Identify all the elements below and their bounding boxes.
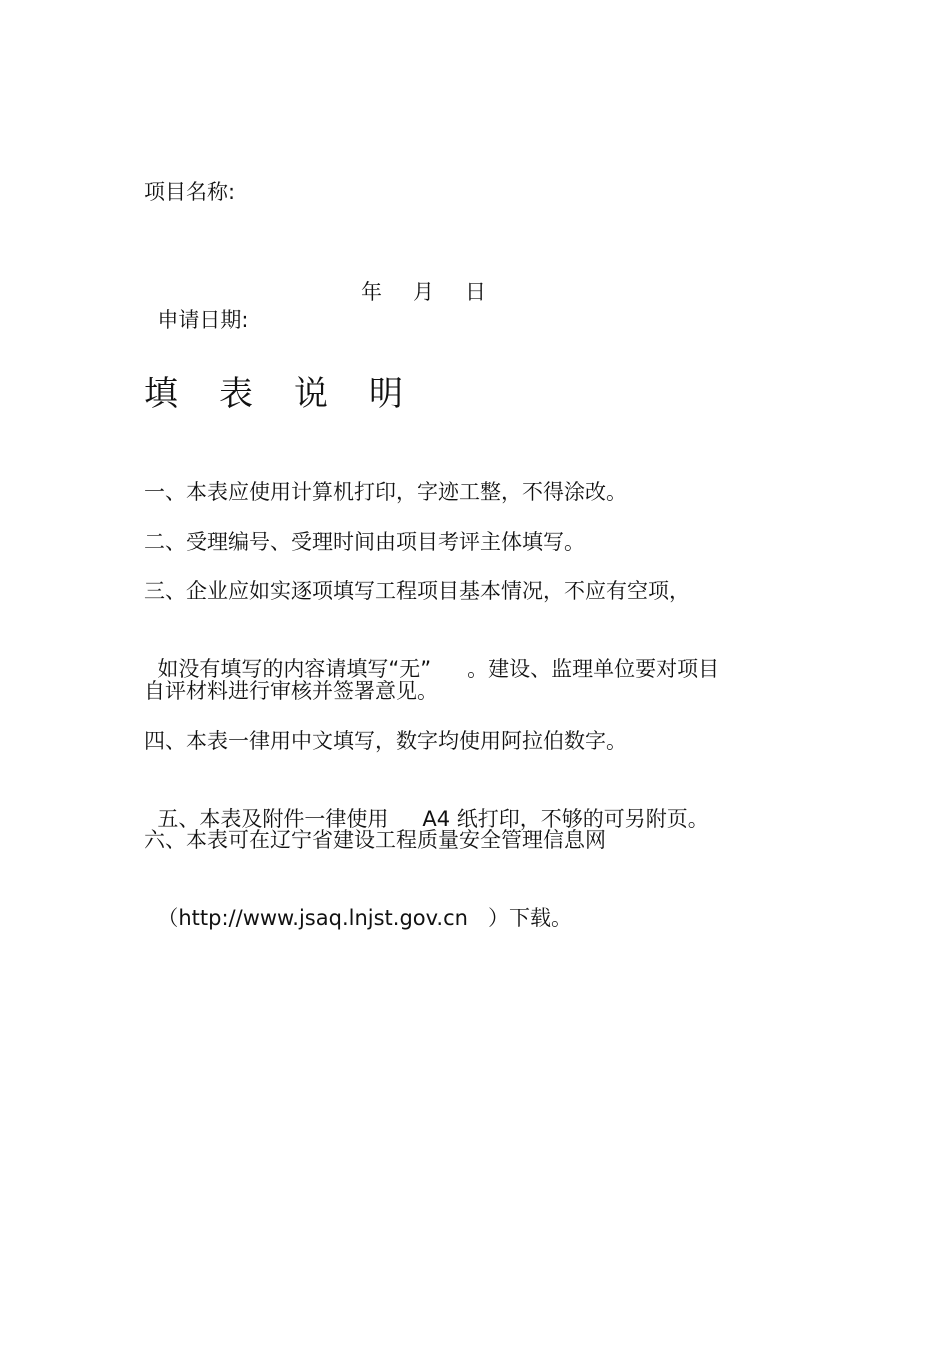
heading-char: 说 bbox=[294, 374, 328, 414]
day-unit: 日 bbox=[465, 280, 486, 304]
apply-date-label: 申请日期: bbox=[157, 308, 249, 332]
project-name-label: 项目名称: bbox=[144, 180, 236, 204]
instruction-item-5-text-b: A4 纸打印，不够的可另附页。 bbox=[422, 807, 709, 831]
heading-char: 填 bbox=[144, 374, 178, 414]
heading-char: 明 bbox=[369, 374, 403, 414]
instruction-item-5 bbox=[144, 777, 709, 833]
download-suffix: ）下载。 bbox=[487, 906, 572, 930]
instruction-item-3: 三、企业应如实逐项填写工程项目基本情况，不应有空项， bbox=[144, 579, 690, 603]
instruction-item-6-continued bbox=[144, 876, 572, 932]
instruction-item-3-text-a: 如没有填写的内容请填写“无” bbox=[157, 657, 432, 681]
instruction-item-5-text-a: 五、本表及附件一律使用 bbox=[157, 807, 389, 831]
month-unit: 月 bbox=[413, 280, 434, 304]
heading-char: 表 bbox=[219, 374, 253, 414]
download-url-text: （http://www.jsaq.lnjst.gov.cn bbox=[157, 906, 468, 930]
year-unit: 年 bbox=[361, 280, 382, 304]
instruction-item-2: 二、受理编号、受理时间由项目考评主体填写。 bbox=[144, 530, 585, 554]
instruction-item-3-continued bbox=[144, 627, 719, 683]
instructions-heading bbox=[144, 372, 444, 416]
instruction-item-6: 六、本表可在辽宁省建设工程质量安全管理信息网 bbox=[144, 828, 606, 852]
instruction-item-4: 四、本表一律用中文填写，数字均使用阿拉伯数字。 bbox=[144, 729, 627, 753]
instruction-item-1: 一、本表应使用计算机打印，字迹工整，不得涂改。 bbox=[144, 480, 627, 504]
instruction-item-3-text-b: 。建设、监理单位要对项目 bbox=[467, 657, 720, 681]
instruction-item-3-last-line: 自评材料进行审核并签署意见。 bbox=[144, 679, 438, 703]
